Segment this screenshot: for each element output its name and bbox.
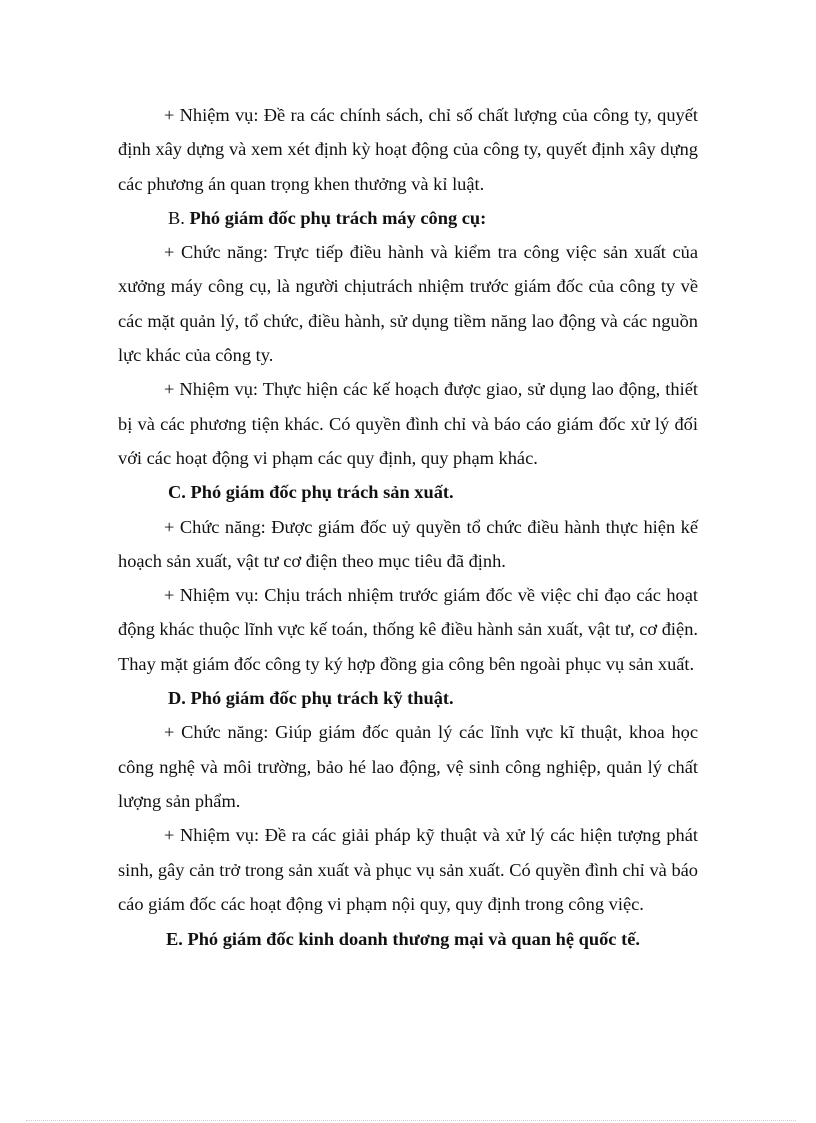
paragraph-c-duties: + Nhiệm vụ: Chịu trách nhiệm trước giám đốc về việc chỉ đạo các hoạt động khác thuộc lĩnh vực kế toán, thống kê điều hành sản xuất, vật tư, cơ điện. Thay mặt giám đốc công ty ký hợp đồng gia công bên ngoài phục vụ sản xuất.: [118, 585, 698, 674]
paragraph-d-function: + Chức năng: Giúp giám đốc quản lý các lĩnh vực kĩ thuật, khoa học công nghệ và môi trường, bảo hé lao động, vệ sinh công nghiệp, quản lý chất lượng sản phẩm.: [118, 722, 698, 811]
paragraph-b-duties: + Nhiệm vụ: Thực hiện các kế hoạch được giao, sử dụng lao động, thiết bị và các phương tiện khác. Có quyền đình chỉ và báo cáo giám đốc xử lý đối với các hoạt động vi phạm các quy định, quy phạm khác.: [118, 379, 698, 468]
heading-text: Phó giám đốc phụ trách sản xuất.: [190, 482, 454, 503]
heading-section-e: [118, 922, 698, 956]
heading-section-b: [118, 201, 698, 235]
paragraph-c-function: + Chức năng: Được giám đốc uỷ quyền tổ chức điều hành thực hiện kế hoạch sản xuất, vật tư cơ điện theo mục tiêu đã định.: [118, 516, 698, 571]
document-body: [118, 98, 698, 956]
page-bottom-divider: [26, 1120, 796, 1121]
heading-prefix: D.: [168, 688, 191, 709]
heading-section-c: [118, 475, 698, 509]
heading-prefix: B.: [168, 207, 190, 228]
heading-text: Phó giám đốc phụ trách kỹ thuật.: [190, 688, 454, 709]
heading-prefix: E.: [166, 929, 188, 950]
paragraph-d-duties: + Nhiệm vụ: Đề ra các giải pháp kỹ thuật và xử lý các hiện tượng phát sinh, gây cản trở trong sản xuất và phục vụ sản xuất. Có quyền đình chỉ và báo cáo giám đốc các hoạt động vi phạm nội quy, quy định trong công việc.: [118, 825, 698, 914]
heading-section-d: [118, 681, 698, 715]
heading-text: Phó giám đốc phụ trách máy công cụ:: [189, 207, 487, 228]
heading-prefix: C.: [168, 482, 191, 503]
paragraph-chairman-duties: + Nhiệm vụ: Đề ra các chính sách, chỉ số chất lượng của công ty, quyết định xây dựng và xem xét định kỳ hoạt động của công ty, quyết định xây dựng các phương án quan trọng khen thưởng và kỉ luật.: [118, 105, 698, 194]
heading-text: Phó giám đốc kinh doanh thương mại và quan hệ quốc tế.: [187, 929, 640, 950]
paragraph-b-function: + Chức năng: Trực tiếp điều hành và kiểm tra công việc sản xuất của xưởng máy công cụ, là người chịutrách nhiệm trước giám đốc của công ty về các mặt quản lý, tổ chức, điều hành, sử dụng tiềm năng lao động và các nguồn lực khác của công ty.: [118, 242, 698, 366]
